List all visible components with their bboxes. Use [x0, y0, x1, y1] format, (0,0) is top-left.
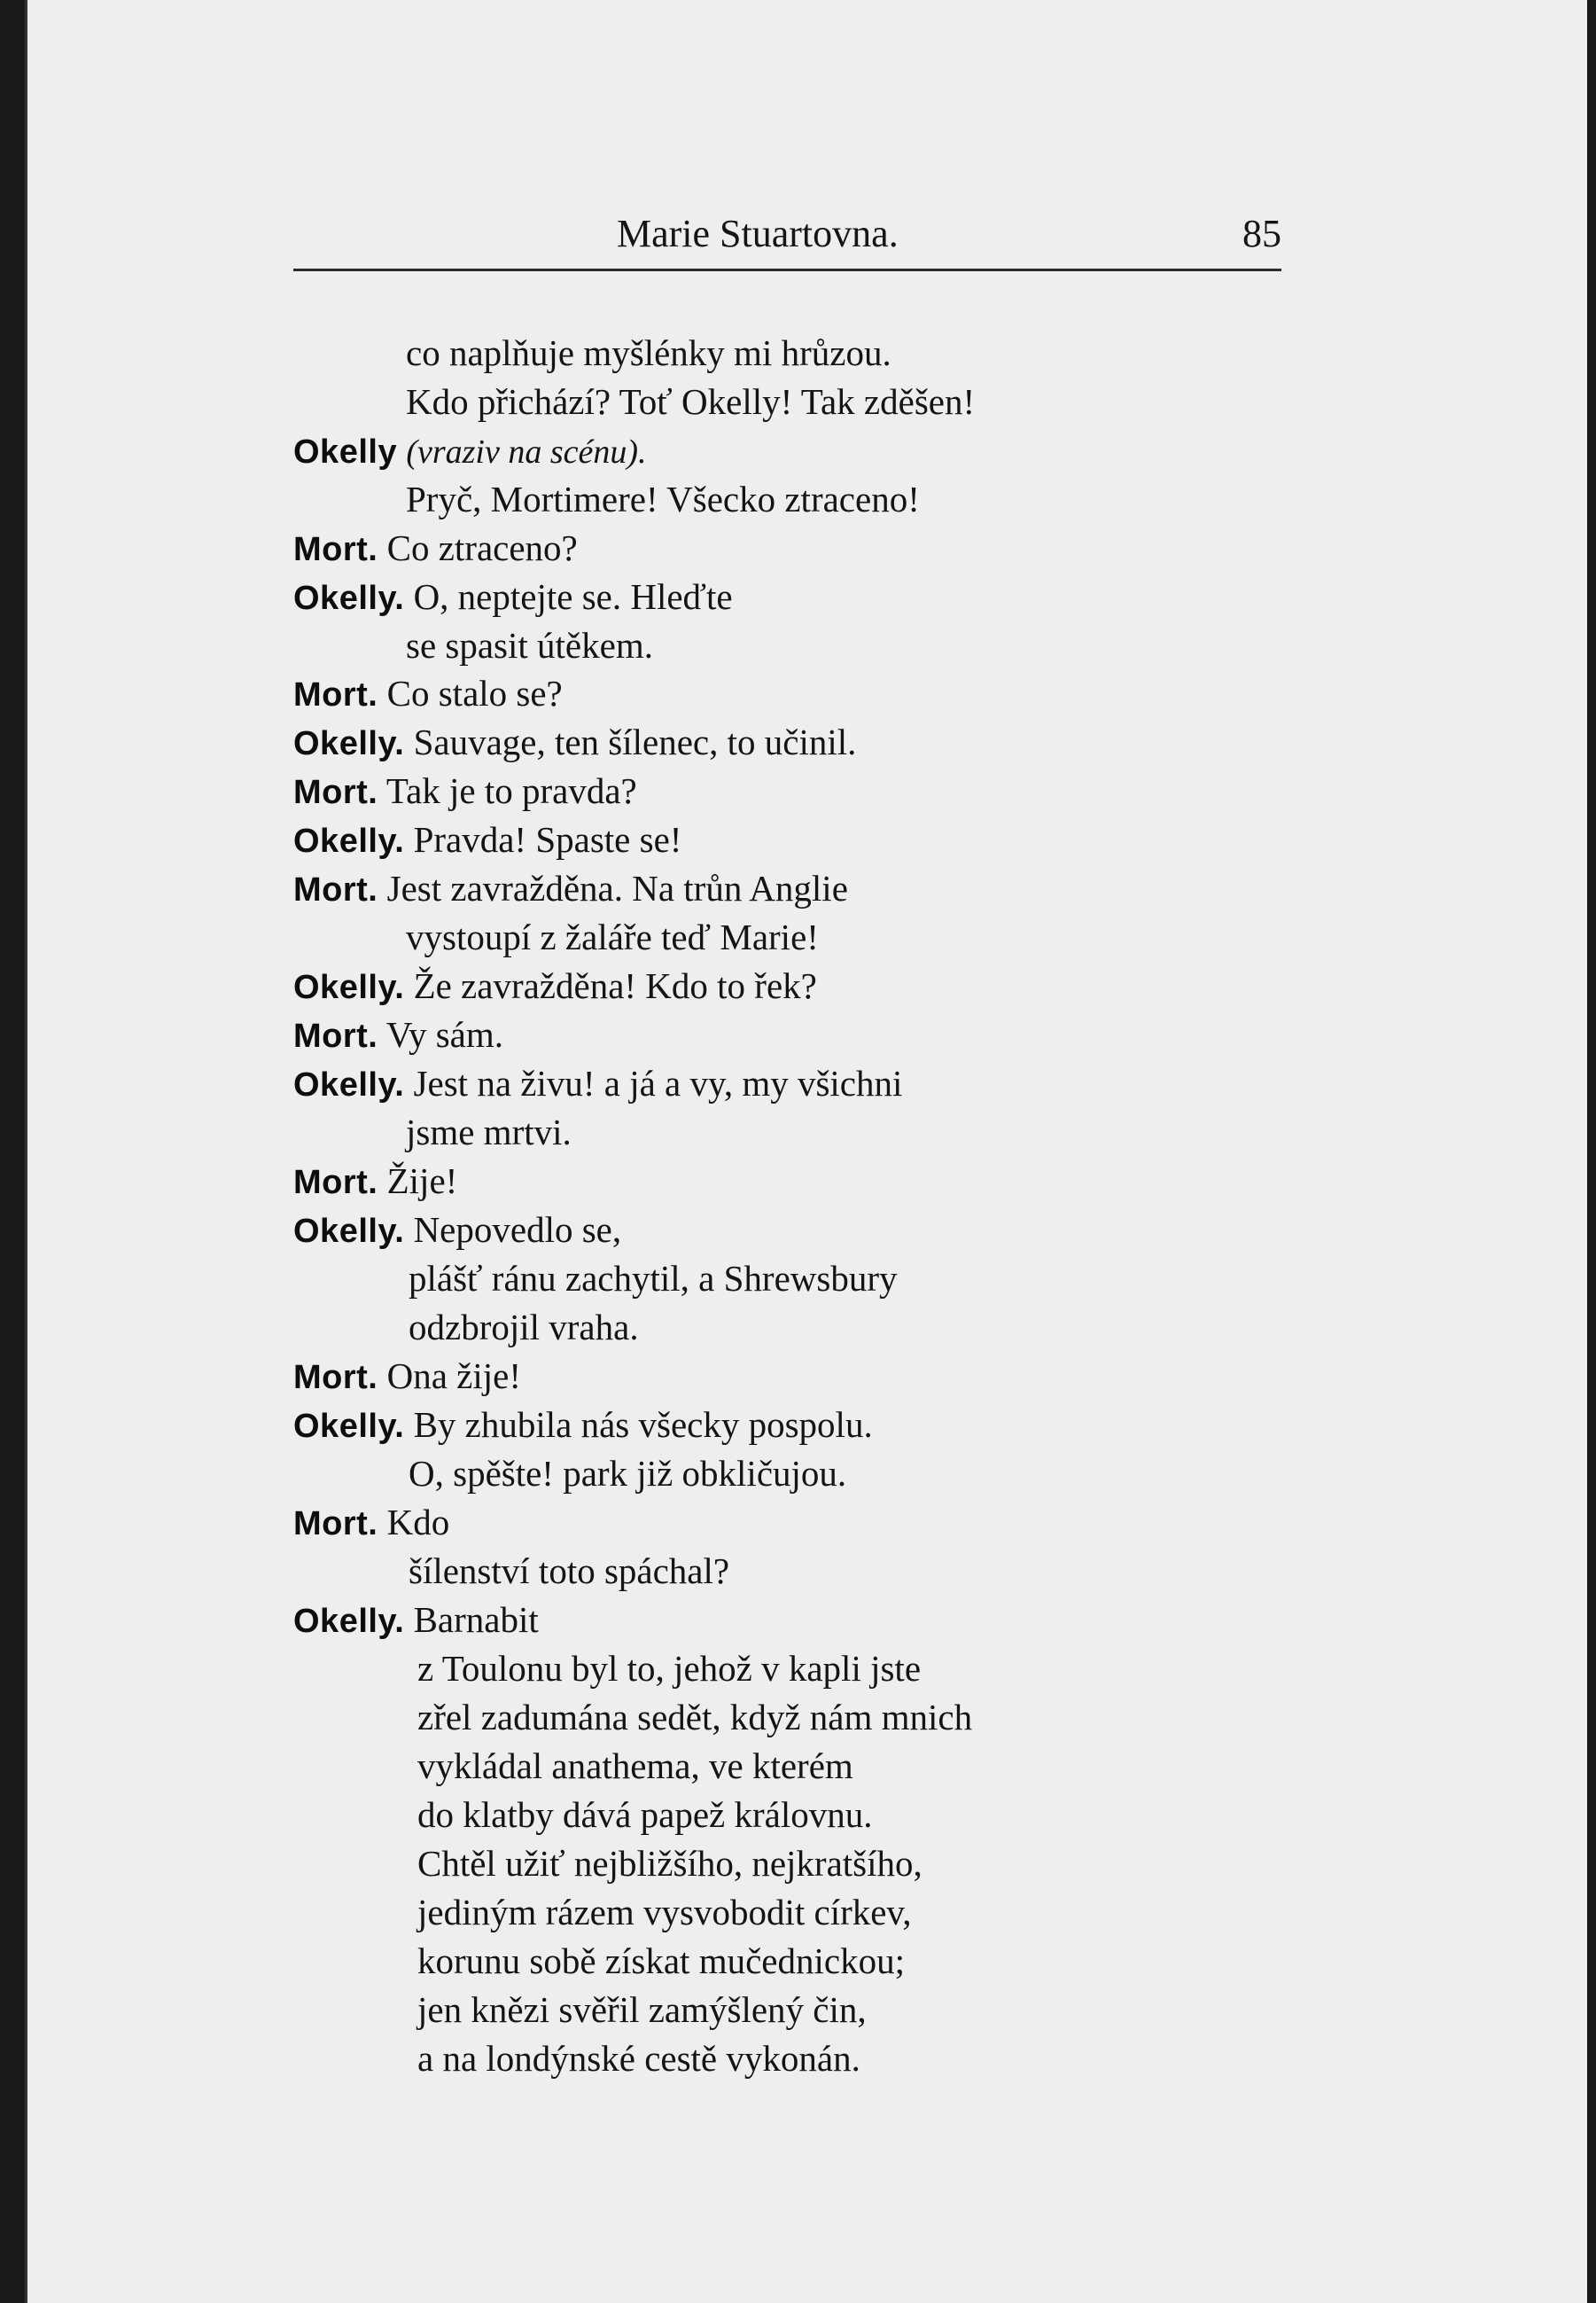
speaker-name: Okelly. — [293, 823, 405, 860]
speaker-name: Mort. — [293, 1359, 378, 1396]
speaker-name: Okelly. — [293, 1408, 405, 1445]
speaker-name: Okelly. — [293, 1066, 405, 1104]
line-text: Že zavražděna! Kdo to řek? — [413, 965, 817, 1006]
verse-line — [409, 1550, 730, 1591]
line-text: O, spěšte! park již obkličujou. — [409, 1453, 847, 1494]
line-text: Pryč, Mortimere! Všecko ztraceno! — [406, 479, 920, 519]
verse-line — [293, 819, 682, 860]
speaker-name: Mort. — [293, 1164, 378, 1201]
line-text: zřel zadumána sedět, když nám mnich — [417, 1697, 973, 1737]
line-text: Jest zavražděna. Na trůn Anglie — [386, 868, 848, 909]
speaker-name: Okelly. — [293, 1213, 405, 1250]
line-text: Co ztraceno? — [386, 527, 578, 568]
line-text: korunu sobě získat mučednickou; — [417, 1940, 905, 1981]
line-text: jsme mrtvi. — [406, 1112, 572, 1152]
verse-line — [293, 1160, 458, 1201]
running-header — [293, 206, 1281, 268]
line-text: By zhubila nás všecky pospolu. — [413, 1404, 873, 1445]
line-text: jediným rázem vysvobodit církev, — [417, 1892, 912, 1932]
verse-line — [417, 1940, 905, 1981]
verse-line — [293, 1209, 622, 1250]
line-text: šílenství toto spáchal? — [409, 1550, 730, 1591]
line-text: do klatby dává papež královnu. — [417, 1794, 873, 1835]
verse-line — [406, 481, 920, 518]
verse-line — [409, 1453, 847, 1494]
line-text: se spasit útěkem. — [406, 625, 653, 666]
verse-line — [409, 1309, 639, 1346]
verse-line — [293, 1014, 503, 1055]
line-text: Barnabit — [413, 1599, 539, 1640]
verse-line — [406, 332, 891, 373]
line-text: Vy sám. — [385, 1014, 503, 1055]
book-page — [25, 0, 1587, 2303]
line-text: co naplňuje myšlénky mi hrůzou. — [406, 332, 891, 373]
verse-line — [417, 1699, 972, 1736]
verse-line — [406, 1114, 572, 1151]
speaker-name: Okelly. — [293, 969, 405, 1006]
verse-line — [293, 1404, 873, 1445]
line-text: O, neptejte se. Hleďte — [413, 576, 733, 617]
line-text: Sauvage, ten šílenec, to učinil. — [413, 722, 857, 762]
verse-line — [293, 1063, 903, 1104]
line-text: plášť ránu zachytil, a Shrewsbury — [409, 1258, 898, 1299]
verse-line — [417, 1843, 923, 1884]
speaker-name: Mort. — [293, 1505, 378, 1542]
verse-line — [417, 1745, 853, 1786]
line-text: Tak je to pravda? — [385, 770, 637, 811]
verse-line — [417, 1794, 873, 1835]
line-text: a na londýnské cestě vykonán. — [417, 2038, 860, 2079]
line-text: Ona žije! — [386, 1355, 522, 1396]
line-text: jen knězi svěřil zamýšlený čin, — [417, 1989, 867, 2030]
verse-line — [293, 724, 856, 761]
line-text: Jest na živu! a já a vy, my všichni — [413, 1063, 903, 1104]
verse-line — [293, 675, 563, 712]
speaker-name: Mort. — [293, 774, 378, 811]
verse-line — [417, 1648, 922, 1689]
speaker-name: Okelly — [293, 433, 398, 471]
line-text: Co stalo se? — [386, 673, 563, 714]
line-text: Chtěl užiť nejbližšího, nejkratšího, — [417, 1843, 923, 1884]
verse-line — [417, 2038, 860, 2079]
line-text: vykládal anathema, ve kterém — [417, 1745, 853, 1786]
running-title: Marie Stuartovna. — [617, 212, 899, 255]
verse-line — [293, 527, 578, 568]
speaker-name: Mort. — [293, 531, 378, 568]
line-text: Nepovedlo se, — [413, 1209, 622, 1250]
line-text: odzbrojil vraha. — [409, 1307, 639, 1347]
verse-line — [293, 576, 733, 617]
speaker-name: Okelly. — [293, 580, 405, 617]
speaker-name: Mort. — [293, 871, 378, 909]
line-text: vystoupí z žaláře teď Marie! — [406, 917, 819, 957]
stage-direction: (vraziv na scénu). — [406, 433, 647, 471]
verse-line — [406, 919, 819, 956]
verse-line — [293, 433, 647, 469]
speaker-name: Mort. — [293, 1018, 378, 1055]
speaker-name: Mort. — [293, 676, 378, 714]
line-text: Kdo — [386, 1502, 450, 1542]
verse-line — [417, 1989, 867, 2030]
verse-line — [293, 1355, 522, 1396]
verse-line — [293, 770, 637, 811]
line-text: Pravda! Spaste se! — [413, 819, 682, 860]
verse-line — [293, 1599, 539, 1640]
speaker-name: Okelly. — [293, 1603, 405, 1640]
line-text: Žije! — [386, 1160, 458, 1201]
verse-line — [409, 1258, 898, 1299]
page-number: 85 — [1242, 212, 1281, 255]
header-rule — [293, 269, 1281, 271]
line-text: z Toulonu byl to, jehož v kapli jste — [417, 1648, 922, 1689]
verse-line — [406, 381, 976, 422]
speaker-name: Okelly. — [293, 725, 405, 762]
verse-line — [293, 870, 848, 907]
verse-line — [293, 965, 817, 1006]
verse-line — [417, 1894, 912, 1931]
verse-line — [293, 1504, 449, 1541]
line-text: Kdo přichází? Toť Okelly! Tak zděšen! — [406, 381, 976, 422]
verse-line — [406, 625, 653, 666]
